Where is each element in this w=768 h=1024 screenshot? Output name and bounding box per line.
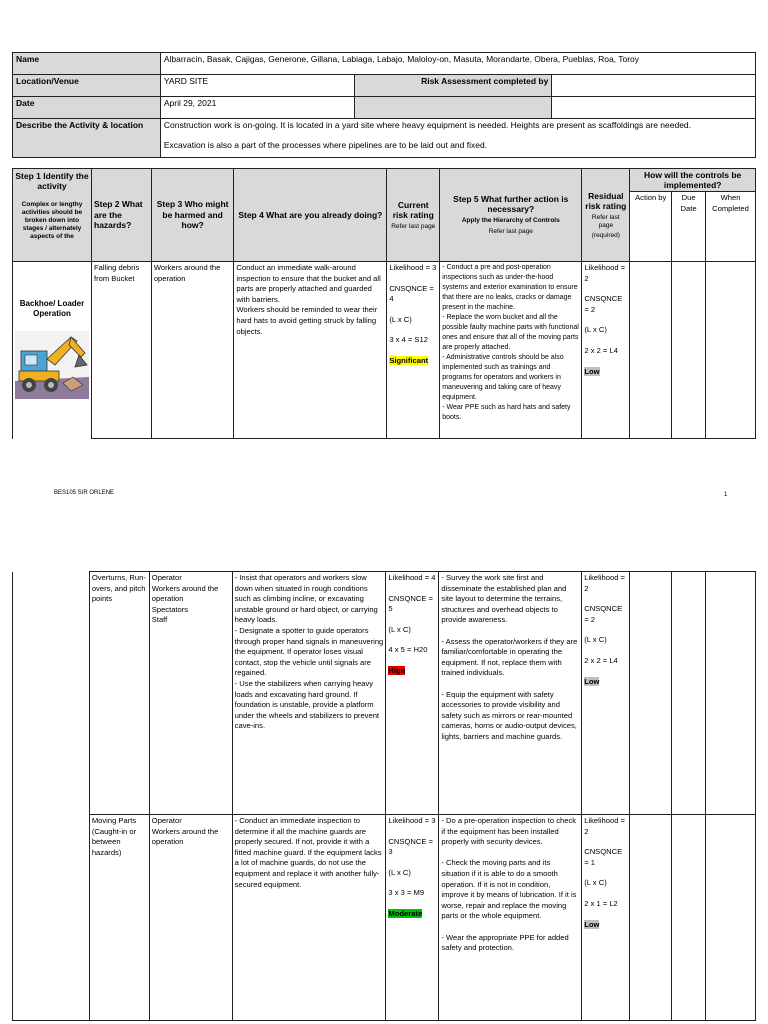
date-label: Date xyxy=(13,97,161,119)
res-likelihood: Likelihood = 2 xyxy=(584,573,625,593)
footer-label: BES105 SIR ORLENE xyxy=(54,490,115,496)
further-action-cell: - Do a pre-operation inspection to check if the equipment has been installed properly with security devices. - Check the moving parts and its situation if it is able to do a smooth operation. If it is not in condition, improve it by means of lubrication. If it is worse, repair and replace the moving parts or the whole equipment. - Wear the appropriate PPE for added safety and protection. xyxy=(439,815,582,1021)
residual-risk-cell xyxy=(582,815,630,1021)
cur-score: 3 x 3 = M9 xyxy=(388,888,425,898)
when-completed-header: When Completed xyxy=(706,192,756,262)
current-risk-cell xyxy=(386,572,439,815)
cur-likelihood: Likelihood = 3 xyxy=(389,263,437,272)
res-formula: (L x C) xyxy=(584,878,607,888)
doing-cell: - Conduct an immediate inspection to determine if all the machine guards are properly secured. If not, provide it with a fitted machine guard. If the equipment lacks a lot of machine guards, do not use the equipment and replace it with another fully-secured equipment. xyxy=(232,815,386,1021)
res-consequence: CNSQNCE = 1 xyxy=(584,847,623,867)
due-date-cell xyxy=(672,262,706,439)
location-row xyxy=(13,75,756,97)
cur-likelihood: Likelihood = 3 xyxy=(388,816,436,825)
when-completed-cell xyxy=(706,572,756,815)
date-blank xyxy=(552,97,756,119)
backhoe-illustration-icon xyxy=(15,331,89,399)
risk-table-page1 xyxy=(12,168,756,439)
res-consequence: CNSQNCE = 2 xyxy=(584,294,623,314)
table-row xyxy=(13,262,756,439)
date-blank-gray xyxy=(354,97,552,119)
residual-risk-cell xyxy=(582,572,630,815)
who-cell: Operator Workers around the operation Spectators Staff xyxy=(149,572,232,815)
step5-title: Step 5 What further action is necessary? xyxy=(453,194,569,214)
risk-level-badge: Moderate xyxy=(388,908,423,918)
cur-formula: (L x C) xyxy=(389,314,412,324)
risk-level-badge: Low xyxy=(584,919,600,929)
date-value: April 29, 2021 xyxy=(160,97,354,119)
current-risk-title: Current risk rating xyxy=(392,199,434,220)
when-completed-cell xyxy=(706,262,756,439)
current-risk-cell xyxy=(387,262,440,439)
residual-risk-cell xyxy=(582,262,630,439)
step2-header: Step 2 What are the hazards? xyxy=(92,169,152,262)
name-value: Albarracin, Basak, Cajigas, Generone, Gillana, Labiaga, Labajo, Maloloy-on, Masuta, Morandarte, Obera, Pueblas, Roa, Toroy xyxy=(160,53,755,75)
activity-row xyxy=(13,119,756,158)
res-score: 2 x 1 = L2 xyxy=(584,898,618,908)
further-action-cell: - Conduct a pre and post-operation inspections such as under-the-hood systems and exterior examination to ensure that there are no leaks, cracks or damage present in the machine. - Replace the worn bucket and all the possible faulty machine parts with functional ones and ensure that all of the moving parts are properly attached. - Administrative controls should be also implemented such as trainings and programs for operators and workers in maneuvering and taking care of heavy equipment. - Wear PPE such as hard hats and safety boots. xyxy=(440,262,582,439)
risk-table-page2 xyxy=(12,571,756,1021)
doing-cell: Conduct an immediate walk-around inspection to ensure that the bucket and all parts are properly attached and guarded with barriers. Workers should be reminded to wear their hard hats to avoid getting struck by falling objects. xyxy=(234,262,387,439)
current-risk-note: Refer last page xyxy=(391,222,436,230)
step5-note-2: Refer last page xyxy=(488,228,533,235)
action-by-cell xyxy=(630,815,672,1021)
header-table xyxy=(12,52,756,158)
cur-consequence: CNSQNCE = 3 xyxy=(388,836,433,857)
when-completed-cell xyxy=(706,815,756,1021)
page-number: 1 xyxy=(724,492,728,498)
current-risk-header xyxy=(387,169,440,262)
res-formula: (L x C) xyxy=(584,635,607,645)
who-cell: Operator Workers around the operation xyxy=(149,815,232,1021)
action-by-cell xyxy=(630,262,672,439)
table-row xyxy=(13,572,756,815)
due-date-cell xyxy=(672,815,706,1021)
residual-risk-note: Refer last page xyxy=(591,213,620,229)
cur-consequence: CNSQNCE = 5 xyxy=(388,593,433,614)
step4-header: Step 4 What are you already doing? xyxy=(234,169,387,262)
res-formula: (L x C) xyxy=(584,325,607,335)
location-value: YARD SITE xyxy=(160,75,354,97)
due-date-cell xyxy=(672,572,706,815)
cur-consequence: CNSQNCE = 4 xyxy=(389,283,434,304)
completed-by-value xyxy=(552,75,756,97)
implementation-header: How will the controls be implemented? xyxy=(630,169,756,192)
current-risk-cell xyxy=(386,815,439,1021)
risk-level-badge: Low xyxy=(584,676,600,686)
step1-title: Step 1 Identify the activity xyxy=(15,171,89,191)
cur-score: 3 x 4 = S12 xyxy=(389,335,428,345)
step5-note-1: Apply the Hierarchy of Controls xyxy=(461,217,560,224)
step3-header: Step 3 Who might be harmed and how? xyxy=(151,169,234,262)
who-cell: Workers around the operation xyxy=(151,262,234,439)
activity-line-1: Construction work is on-going. It is located in a yard site where heavy equipment is needed. Heights are present as scaffoldings are needed. xyxy=(163,120,692,130)
hazard-cell: Falling debris from Bucket xyxy=(92,262,152,439)
due-date-header: Due Date xyxy=(672,192,706,262)
further-action-cell: - Survey the work site first and disseminate the established plan and site layout to determine the terrains, structures and overhead objects to provide awareness. - Assess the operator/workers if they are familiar/comfortable in operating the equipment. If not, replace them with trained individuals. - Equip the equipment with safety accessories to provide visibility and safety such as mirrors or rear-mounted cameras, horns or audio-output devices, lights, barriers and machine guards. xyxy=(439,572,582,815)
res-consequence: CNSQNCE = 2 xyxy=(584,604,623,624)
res-likelihood: Likelihood = 2 xyxy=(584,816,625,836)
cur-formula: (L x C) xyxy=(388,867,411,877)
step1-note: Complex or lengthy activities should be broken down into stages / alternately aspects of the xyxy=(21,201,83,240)
name-row xyxy=(13,53,756,75)
activity-value xyxy=(160,119,755,158)
action-by-header: Action by xyxy=(630,192,672,262)
step5-header xyxy=(440,169,582,262)
location-label: Location/Venue xyxy=(13,75,161,97)
step1-header xyxy=(13,169,92,262)
date-row xyxy=(13,97,756,119)
res-likelihood: Likelihood = 2 xyxy=(584,263,626,283)
action-by-cell xyxy=(630,572,672,815)
name-label: Name xyxy=(13,53,161,75)
activity-line-2: Excavation is also a part of the processes where pipelines are to be laid out and fixed. xyxy=(163,140,488,150)
header-row-1 xyxy=(13,169,756,192)
activity-cell-continued xyxy=(13,572,90,1021)
risk-level-badge: High xyxy=(388,665,406,675)
risk-level-badge: Significant xyxy=(389,355,429,365)
residual-risk-required: (required) xyxy=(591,231,620,239)
risk-level-badge: Low xyxy=(584,366,600,376)
activity-name: Backhoe/ Loader Operation xyxy=(19,299,85,318)
res-score: 2 x 2 = L4 xyxy=(584,345,618,355)
table-row xyxy=(13,815,756,1021)
activity-cell xyxy=(13,262,92,439)
activity-label: Describe the Activity & location xyxy=(13,119,161,158)
hazard-cell: Moving Parts (Caught-in or between hazards) xyxy=(89,815,149,1021)
completed-by-label: Risk Assessment completed by xyxy=(354,75,552,97)
hazard-cell: Overturns, Run-overs, and pitch points xyxy=(89,572,149,815)
res-score: 2 x 2 = L4 xyxy=(584,655,618,665)
cur-formula: (L x C) xyxy=(388,624,411,634)
cur-likelihood: Likelihood = 4 xyxy=(388,573,436,582)
cur-score: 4 x 5 = H20 xyxy=(388,645,428,655)
doing-cell: - Insist that operators and workers slow down when situated in rough conditions such as climbing incline, or excavating unstable ground or hard object, or carrying heavy loads. - Designate a spotter to guide operators through proper hand signals in maneuvering the equipment. If operator loses visual contact, stop the vehicle until signals are regained. - Use the stabilizers when carrying heavy loads and excavating hard ground. If foundation is unstable, provide a platform under the wheels and stabilizers to prevent cave-ins. xyxy=(232,572,386,815)
residual-risk-header xyxy=(582,169,630,262)
residual-risk-title: Residual risk rating xyxy=(585,190,627,211)
